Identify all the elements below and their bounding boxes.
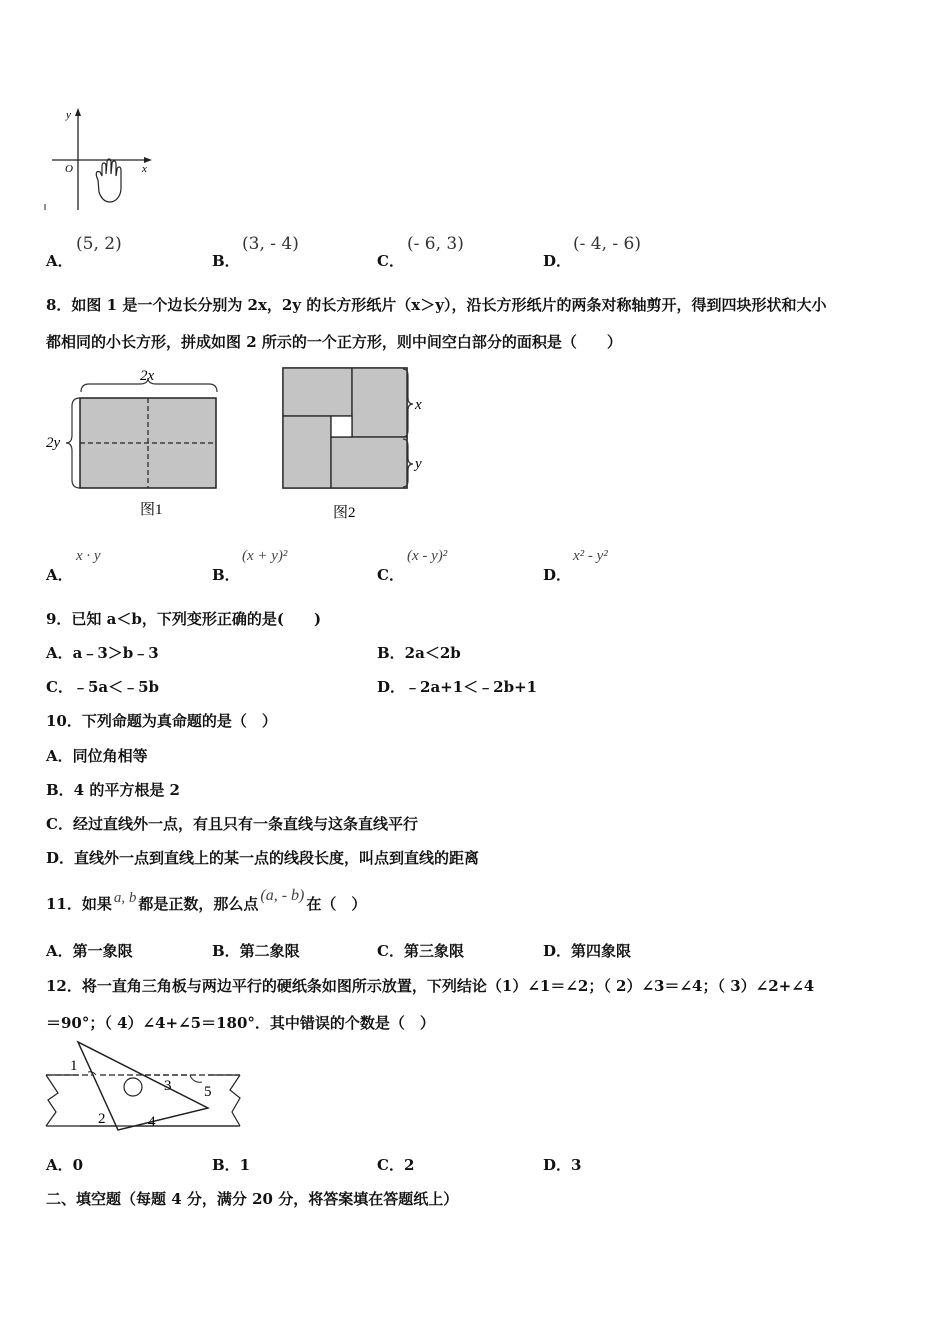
angle-2-label: 2 [98, 1111, 106, 1127]
fig1-left-label: 2y [46, 435, 61, 451]
q10-option-c[interactable]: C．经过直线外一点，有且只有一条直线与这条直线平行 [46, 815, 418, 833]
q9-stem: 9．已知 a＜b，下列变形正确的是( ) [46, 610, 322, 628]
q9-option-d[interactable]: D．﹣2a+1＜﹣2b+1 [377, 678, 538, 696]
q8-stem-line2: 都相同的小长方形，拼成如图 2 所示的一个正方形，则中间空白部分的面积是（ ） [46, 333, 622, 351]
q12-option-d[interactable]: D．3 [543, 1156, 582, 1174]
q7-option-a[interactable]: A． (5, 2) [46, 234, 122, 270]
q11-suffix: 在（ ） [306, 895, 367, 913]
fig2-caption: 图2 [333, 505, 356, 521]
q8-stem-line1: 8．如图 1 是一个边长分别为 2x，2y 的长方形纸片（x＞y），沿长方形纸片的两条对称轴剪开，得到四块形状和大小 [46, 296, 827, 314]
q8-option-a[interactable]: A． x · y [46, 548, 101, 584]
q11-middle: 都是正数，那么点 [138, 895, 259, 913]
y-axis-label: y [66, 109, 71, 121]
fig1-caption: 图1 [140, 502, 163, 518]
q12-option-b[interactable]: B．1 [212, 1156, 251, 1174]
q7-option-d[interactable]: D． (- 4, - 6) [543, 234, 641, 270]
q12-option-c[interactable]: C．2 [377, 1156, 415, 1174]
q8-option-d[interactable]: D． x² - y² [543, 548, 608, 584]
q11-stem [46, 887, 367, 916]
q8-figure-2 [275, 364, 435, 529]
fig1-top-label: 2x [140, 368, 155, 384]
q11-option-a[interactable]: A．第一象限 [46, 942, 133, 960]
q8-option-c[interactable]: C． (x - y)² [377, 548, 448, 584]
q7-option-c[interactable]: C． (- 6, 3) [377, 234, 464, 270]
section-2-heading: 二、填空题（每题 4 分，满分 20 分，将答案填在答题纸上） [46, 1190, 459, 1208]
q11-var: a, b [113, 890, 137, 906]
q11-point: (a, - b) [260, 887, 305, 904]
q10-option-b[interactable]: B．4 的平方根是 2 [46, 781, 180, 799]
q11-option-d[interactable]: D．第四象限 [543, 942, 632, 960]
q10-stem: 10．下列命题为真命题的是（ ） [46, 712, 277, 730]
angle-4-label: 4 [148, 1114, 156, 1130]
q8-option-b[interactable]: B． (x + y)² [212, 548, 288, 584]
q12-option-a[interactable]: A．0 [46, 1156, 84, 1174]
q12-stem-line2: ＝90°；（ 4）∠4+∠5＝180°．其中错误的个数是（ ） [46, 1014, 435, 1032]
q7-coordinate-figure [40, 100, 160, 215]
q9-option-c[interactable]: C．﹣5a＜﹣5b [46, 678, 160, 696]
q10-option-a[interactable]: A．同位角相等 [46, 747, 148, 765]
q9-option-b[interactable]: B．2a＜2b [377, 644, 461, 662]
fig2-x-label: x [415, 397, 422, 413]
angle-3-label: 3 [164, 1078, 172, 1094]
fig2-y-label: y [415, 456, 422, 472]
origin-label: O [65, 163, 73, 175]
q11-prefix: 11．如果 [46, 895, 112, 913]
q11-option-b[interactable]: B．第二象限 [212, 942, 300, 960]
hand-icon [96, 159, 121, 202]
q9-option-a[interactable]: A．a﹣3＞b﹣3 [46, 644, 159, 662]
angle-1-label: 1 [70, 1058, 78, 1074]
q8-figure-1 [44, 364, 234, 524]
q11-option-c[interactable]: C．第三象限 [377, 942, 464, 960]
x-axis-label: x [142, 163, 147, 175]
angle-5-label: 5 [204, 1084, 212, 1100]
q12-figure [40, 1038, 250, 1133]
q12-stem-line1: 12．将一直角三角板与两边平行的硬纸条如图所示放置，下列结论（1）∠1＝∠2；（ 2）∠3＝∠4；（ 3）∠2+∠4 [46, 977, 815, 995]
q10-option-d[interactable]: D．直线外一点到直线上的某一点的线段长度，叫点到直线的距离 [46, 849, 480, 867]
q7-option-b[interactable]: B． (3, - 4) [212, 234, 299, 270]
